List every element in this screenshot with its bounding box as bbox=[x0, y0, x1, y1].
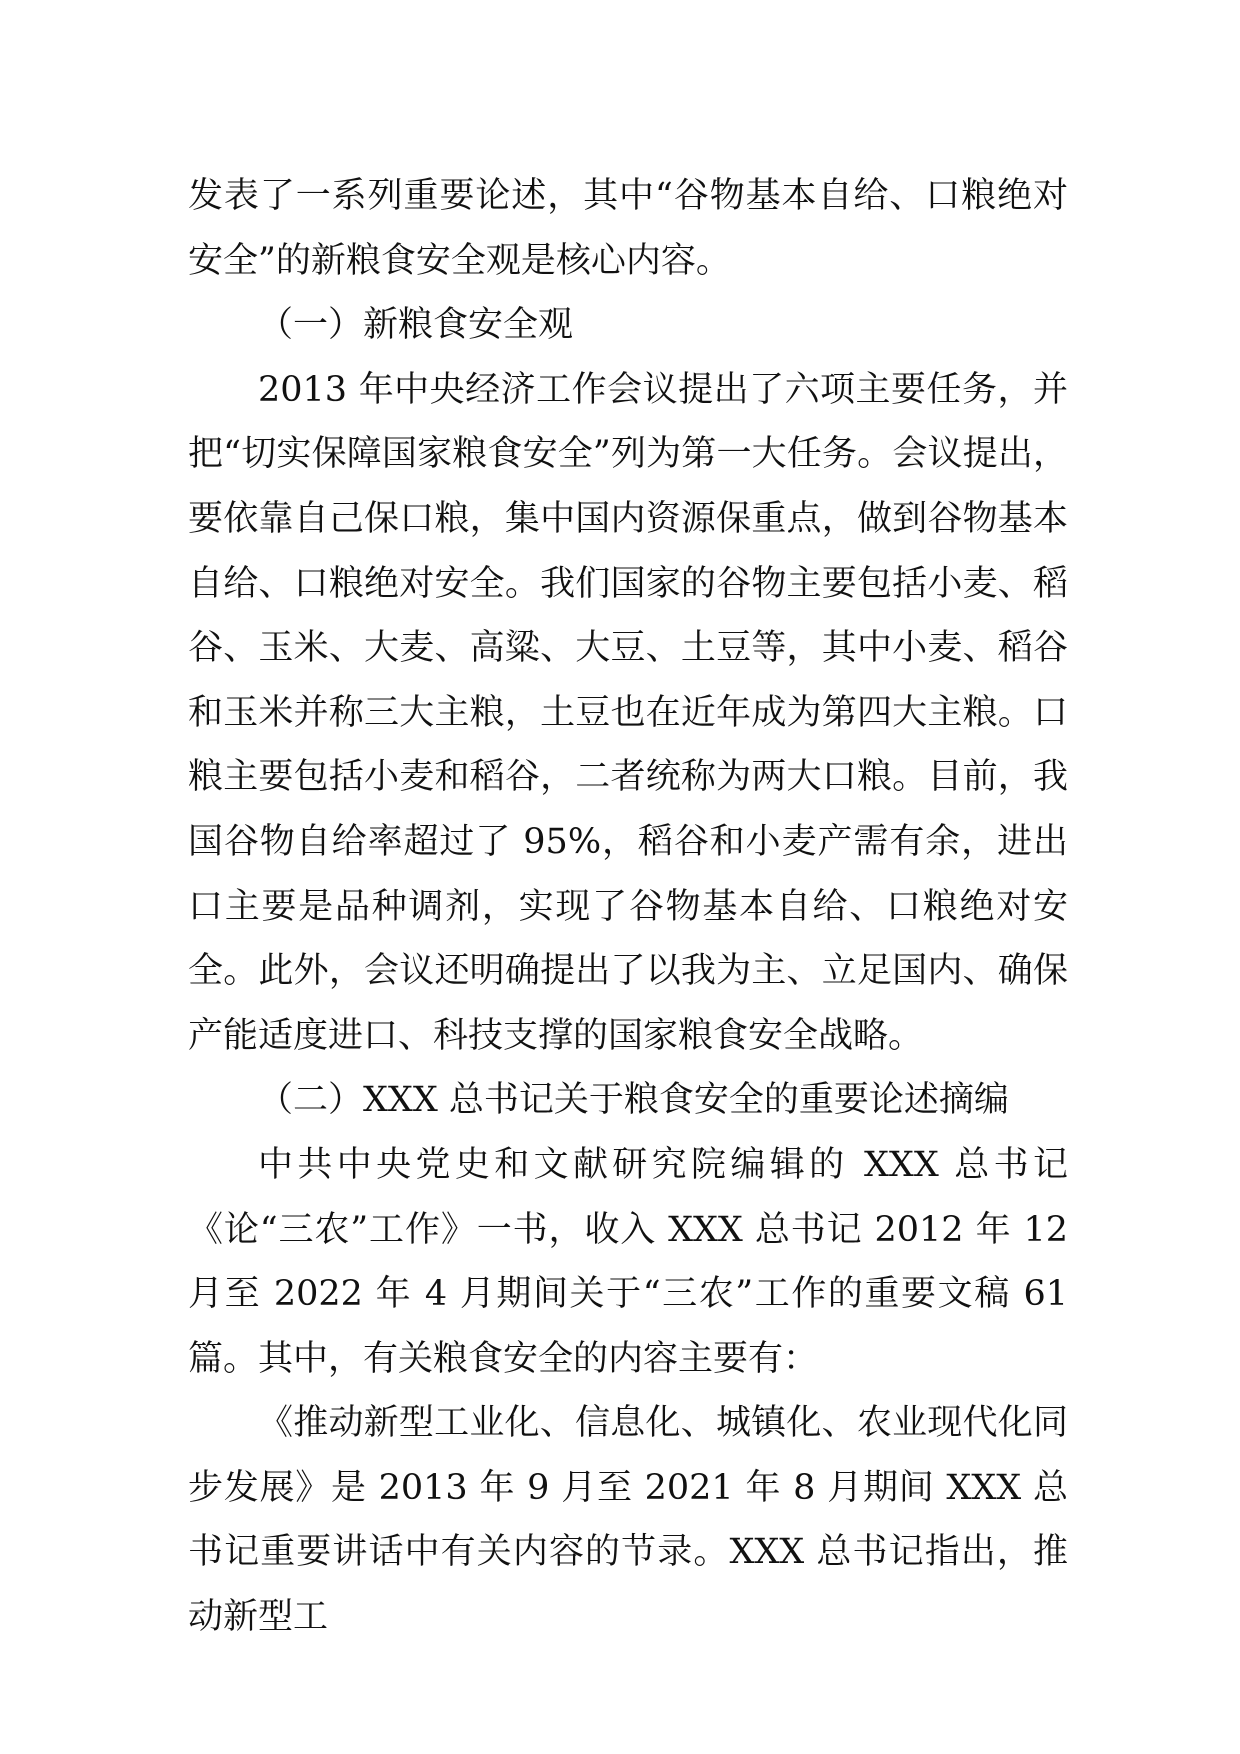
section-heading-new-food-security: （一）新粮食安全观 bbox=[258, 305, 574, 346]
paragraph-new-industrialization: 《推动新型工业化、信息化、城镇化、农业现代化同步发展》是 2013 年 9 月至 2021 年 8 月期间 XXX 总书记重要讲话中有关内容的节录。XXX 总书记指出，推动新型工 bbox=[188, 1403, 1068, 1638]
section-heading-important-discourse: （二）XXX 总书记关于粮食安全的重要论述摘编 bbox=[258, 1080, 1009, 1121]
paragraph-economic-work-conference: 2013 年中央经济工作会议提出了六项主要任务，并把“切实保障国家粮食安全”列为第一大任务。会议提出，要依靠自己保口粮，集中国内资源保重点，做到谷物基本自给、口粮绝对安全。我们国家的谷物主要包括小麦、稻谷、玉米、大麦、高粱、大豆、土豆等，其中小麦、稻谷和玉米并称三大主粮，土豆也在近年成为第四大主粮。口粮主要包括小麦和稻谷，二者统称为两大口粮。目前，我国谷物自给率超过了 95%，稻谷和小麦产需有余，进出口主要是品种调剂，实现了谷物基本自给、口粮绝对安全。此外，会议还明确提出了以我为主、立足国内、确保产能适度进口、科技支撑的国家粮食安全战略。 bbox=[188, 369, 1068, 1056]
body-text bbox=[188, 164, 1068, 1650]
paragraph-intro: 发表了一系列重要论述，其中“谷物基本自给、口粮绝对安全”的新粮食安全观是核心内容。 bbox=[188, 176, 1068, 281]
paragraph-book-compilation: 中共中央党史和文献研究院编辑的 XXX 总书记《论“三农”工作》一书，收入 XXX 总书记 2012 年 12 月至 2022 年 4 月期间关于“三农”工作的重要文稿 61 篇。其中，有关粮食安全的内容主要有： bbox=[188, 1144, 1068, 1379]
